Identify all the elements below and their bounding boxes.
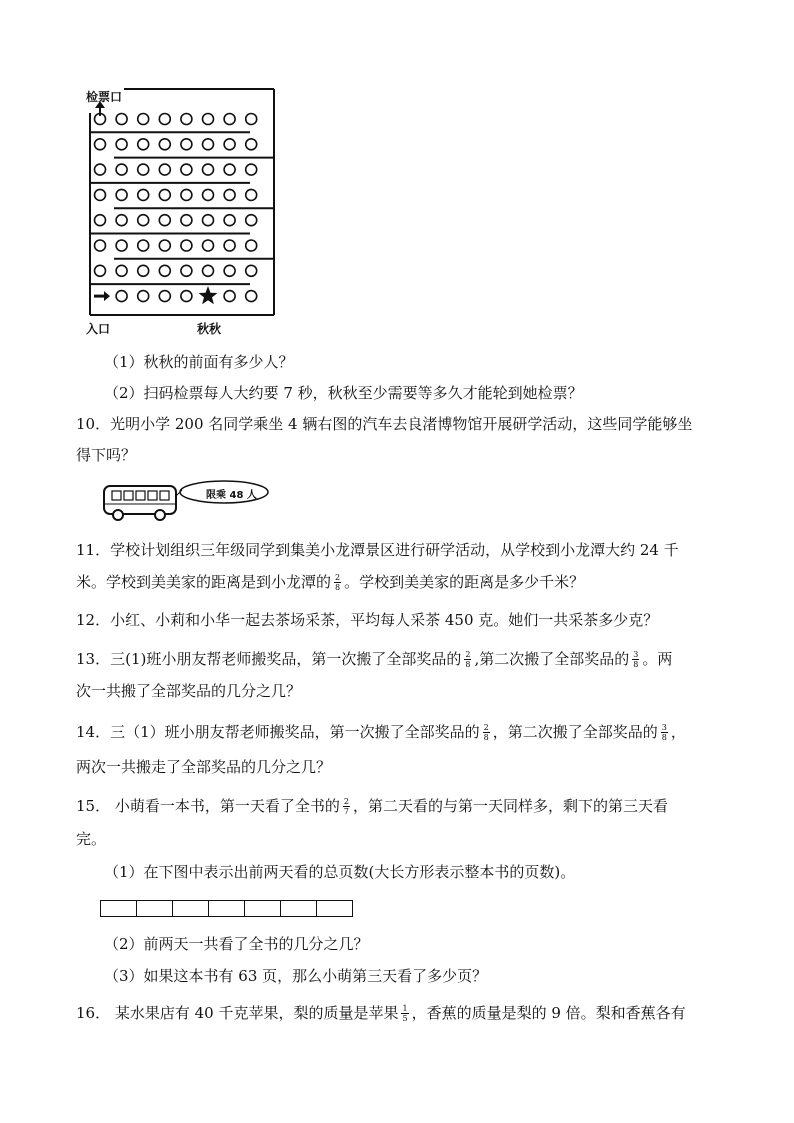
queue-person-circle — [224, 139, 235, 150]
queue-person-circle — [181, 265, 192, 276]
queue-person-circle — [224, 215, 235, 226]
q16-line1 — [76, 1003, 686, 1024]
q14-text-c: ， — [670, 723, 686, 741]
q9-sub1: （1）秋秋的前面有多少人？ — [104, 353, 294, 371]
fraction-numerator: 2 — [465, 649, 471, 659]
queue-person-circle — [246, 114, 257, 125]
q15-text-a: 15． 小萌看一本书，第一天看了全书的 — [76, 797, 340, 815]
book-part-box — [100, 900, 137, 917]
q11-text-b: 。学校到美美家的距离是多少千米？ — [344, 573, 585, 591]
queue-person-circle — [95, 240, 106, 251]
queue-person-circle — [116, 114, 127, 125]
fraction-denominator: 8 — [483, 732, 489, 742]
q13-text-c: 。两 — [642, 650, 673, 668]
queue-figure — [84, 86, 284, 336]
fraction — [464, 650, 471, 669]
queue-person-circle — [116, 189, 127, 200]
queue-person-circle — [181, 240, 192, 251]
queue-person-circle — [159, 164, 170, 175]
fraction — [632, 650, 639, 669]
queue-person-circle — [95, 164, 106, 175]
queue-person-circle — [95, 265, 106, 276]
queue-person-circle — [203, 189, 214, 200]
star-icon — [199, 286, 218, 304]
queue-person-circle — [181, 164, 192, 175]
fraction-numerator: 2 — [343, 796, 349, 806]
queue-person-circle — [116, 164, 127, 175]
queue-person-circle — [116, 291, 127, 302]
fraction-denominator: 8 — [633, 659, 639, 669]
queue-person-circle — [224, 114, 235, 125]
q14-line2: 两次一共搬走了全部奖品的几分之几？ — [76, 758, 332, 776]
queue-person-circle — [224, 265, 235, 276]
fraction — [334, 573, 341, 592]
fraction — [343, 797, 350, 816]
queue-person-circle — [203, 139, 214, 150]
q13-text-a: 13．三(1)班小朋友帮老师搬奖品，第一次搬了全部奖品的 — [76, 650, 462, 668]
queue-person-circle — [181, 189, 192, 200]
queue-person-circle — [116, 240, 127, 251]
queue-person-circle — [203, 215, 214, 226]
entrance-label: 入口 — [86, 322, 111, 336]
queue-person-circle — [246, 291, 257, 302]
queue-person-circle — [159, 240, 170, 251]
queue-person-circle — [159, 265, 170, 276]
queue-person-circle — [95, 139, 106, 150]
q15-sub1: （1）在下图中表示出前两天看的总页数(大长方形表示整本书的页数)。 — [104, 863, 576, 881]
book-part-box — [172, 900, 209, 917]
fraction-numerator: 3 — [661, 722, 667, 732]
q14-text-a: 14．三（1）班小朋友帮老师搬奖品，第一次搬了全部奖品的 — [76, 723, 480, 741]
queue-person-circle — [138, 240, 149, 251]
q14-line1 — [76, 722, 686, 743]
book-part-box — [208, 900, 245, 917]
fraction-denominator: 8 — [465, 659, 471, 669]
q15-line1 — [76, 796, 668, 817]
queue-person-circle — [203, 240, 214, 251]
bus-wheel — [113, 510, 123, 520]
queue-person-circle — [246, 139, 257, 150]
queue-person-circle — [224, 291, 235, 302]
book-part-box — [244, 900, 281, 917]
queue-person-circle — [138, 114, 149, 125]
fraction — [401, 1004, 408, 1023]
fraction-denominator: 8 — [661, 732, 667, 742]
queue-person-circle — [159, 114, 170, 125]
queue-person-circle — [246, 189, 257, 200]
queue-person-circle — [116, 215, 127, 226]
q9-sub2: （2）扫码检票每人大约要 7 秒，秋秋至少需要等多久才能轮到她检票？ — [104, 384, 583, 402]
queue-person-circle — [203, 114, 214, 125]
queue-person-circle — [159, 139, 170, 150]
queue-person-circle — [246, 240, 257, 251]
checkin-label: 检票口 — [86, 90, 123, 104]
queue-person-circle — [246, 215, 257, 226]
queue-person-circle — [138, 164, 149, 175]
queue-person-circle — [116, 139, 127, 150]
queue-person-circle — [95, 215, 106, 226]
q15-line2: 完。 — [76, 830, 107, 848]
queue-person-circle — [116, 265, 127, 276]
queue-person-circle — [138, 265, 149, 276]
fraction-denominator: 5 — [402, 1013, 408, 1023]
queue-person-circle — [224, 240, 235, 251]
q13-text-b: ,第二次搬了全部奖品的 — [474, 650, 630, 668]
bus-capacity-text: 限乘 48 人 — [206, 490, 257, 501]
fraction-numerator: 2 — [483, 722, 489, 732]
queue-person-circle — [246, 265, 257, 276]
queue-person-circle — [246, 164, 257, 175]
queue-person-circle — [159, 189, 170, 200]
fraction — [483, 723, 490, 742]
queue-person-circle — [224, 164, 235, 175]
person-label: 秋秋 — [197, 322, 222, 336]
fraction-numerator: 1 — [402, 1003, 408, 1013]
q11-text-a: 米。学校到美美家的距离是到小龙潭的 — [76, 573, 332, 591]
queue-person-circle — [159, 215, 170, 226]
queue-person-circle — [203, 164, 214, 175]
book-part-box — [280, 900, 317, 917]
q10-line2: 得下吗？ — [76, 446, 137, 464]
q13-line2: 次一共搬了全部奖品的几分之几？ — [76, 682, 302, 700]
queue-person-circle — [181, 139, 192, 150]
book-part-box — [316, 900, 353, 917]
queue-person-circle — [181, 215, 192, 226]
q12-line1: 12．小红、小莉和小华一起去茶场采茶，平均每人采茶 450 克。她们一共采茶多少克？ — [76, 611, 659, 629]
q15-sub3: （3）如果这本书有 63 页，那么小萌第三天看了多少页？ — [104, 967, 488, 985]
queue-person-circle — [138, 215, 149, 226]
queue-person-circle — [224, 189, 235, 200]
queue-person-circle — [95, 189, 106, 200]
fraction-denominator: 8 — [335, 582, 341, 592]
bus-wheel — [155, 510, 165, 520]
queue-person-circle — [181, 291, 192, 302]
queue-person-circle — [138, 189, 149, 200]
queue-person-circle — [138, 139, 149, 150]
q15-sub2: （2）前两天一共看了全书的几分之几？ — [104, 935, 369, 953]
queue-person-circle — [181, 114, 192, 125]
q10-line1: 10．光明小学 200 名同学乘坐 4 辆右图的汽车去良渚博物馆开展研学活动，这些同学能够坐 — [76, 415, 693, 433]
q16-text-a: 16． 某水果店有 40 千克苹果，梨的质量是苹果 — [76, 1004, 399, 1022]
fraction — [661, 723, 668, 742]
q11-line2 — [76, 572, 584, 593]
fraction-numerator: 2 — [335, 572, 341, 582]
fraction-numerator: 3 — [633, 649, 639, 659]
book-part-box — [136, 900, 173, 917]
queue-diagram — [84, 86, 284, 336]
queue-person-circle — [203, 265, 214, 276]
q15-text-b: ，第二天看的与第一天同样多，剩下的第三天看 — [352, 797, 668, 815]
q16-text-b: ，香蕉的质量是梨的 9 倍。梨和香蕉各有 — [411, 1004, 686, 1022]
q14-text-b: ，第二次搬了全部奖品的 — [492, 723, 658, 741]
fraction-denominator: 7 — [343, 806, 349, 816]
q13-line1 — [76, 649, 672, 670]
entrance-arrowhead-icon — [104, 291, 110, 301]
queue-person-circle — [159, 291, 170, 302]
book-pages-bar — [101, 900, 353, 917]
q11-line1: 11．学校计划组织三年级同学到集美小龙潭景区进行研学活动，从学校到小龙潭大约 24 千 — [76, 541, 679, 559]
queue-person-circle — [138, 291, 149, 302]
